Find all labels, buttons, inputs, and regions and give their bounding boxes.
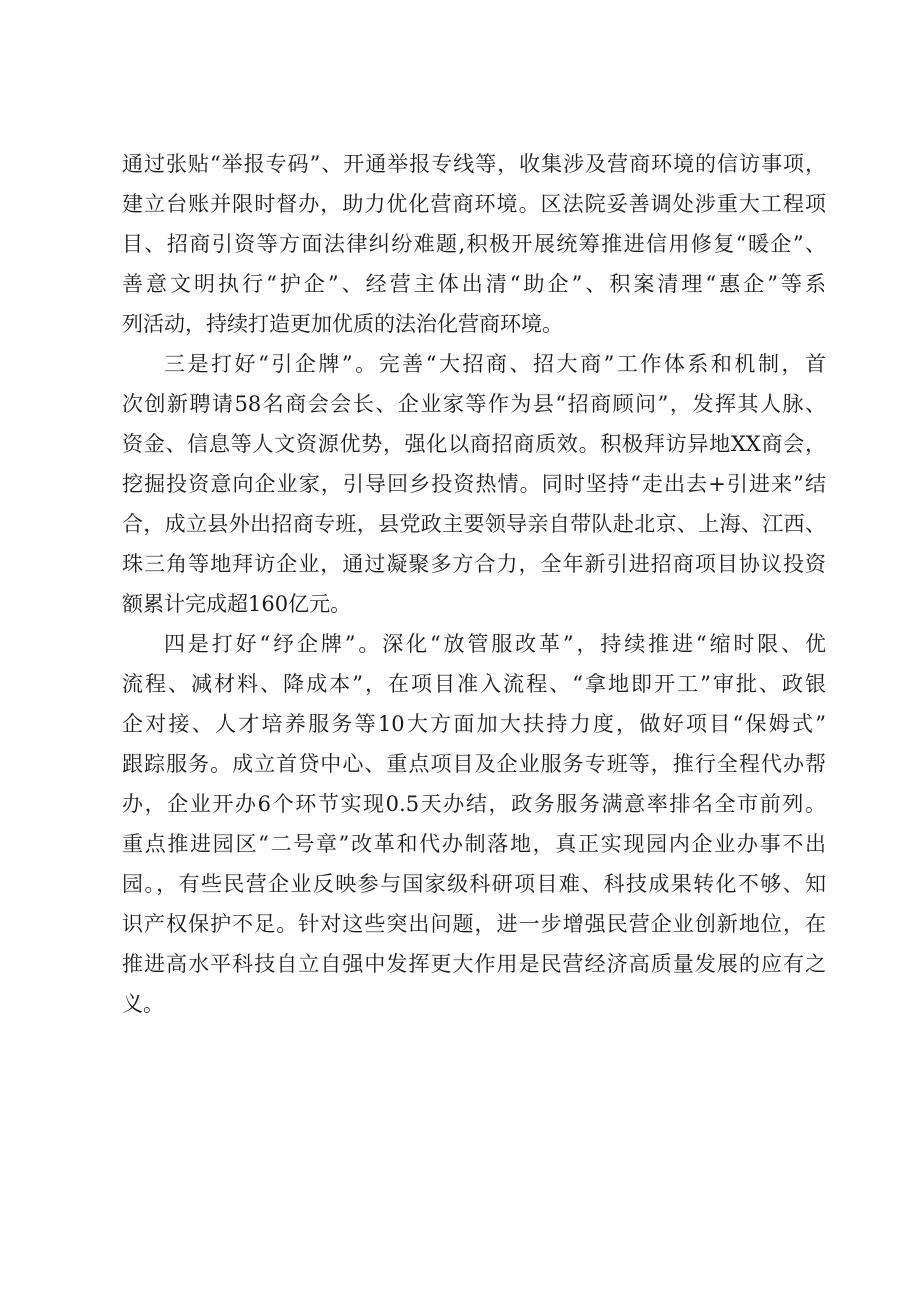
paragraph-1-line-5: 列活动，持续打造更加优质的法治化营商环境。	[122, 312, 563, 336]
paragraph-3-line-4: 跟踪服务。成立首贷中心、重点项目及企业服务专班等，推行全程代办帮	[122, 752, 826, 776]
paragraph-3-line-8: 识产权保护不足。针对这些突出问题，进一步增强民营企业创新地位，在	[122, 912, 826, 936]
paragraph-3-line-3: 企对接、人才培养服务等10大方面加大扶持力度，做好项目“保姆式”	[122, 712, 826, 736]
paragraph-3-line-7: 园。，有些民营企业反映参与国家级科研项目难、科技成果转化不够、知	[122, 872, 826, 896]
paragraph-2-line-3: 资金、信息等人文资源优势，强化以商招商质效。积极拜访异地XX商会，	[122, 432, 826, 456]
paragraph-2-line-7: 额累计完成超160亿元。	[122, 592, 352, 616]
paragraph-3-line-1: 四是打好“纾企牌”。深化“放管服改革”，持续推进“缩时限、优	[164, 632, 826, 656]
paragraph-3-line-2: 流程、减材料、降成本”，在项目准入流程、“拿地即开工”审批、政银	[122, 672, 826, 696]
paragraph-2-line-2: 次创新聘请58名商会会长、企业家等作为县“招商顾问”，发挥其人脉、	[122, 392, 826, 416]
paragraph-2-line-1: 三是打好“引企牌”。完善“大招商、招大商”工作体系和机制，首	[164, 352, 826, 376]
paragraph-1-line-3: 目、招商引资等方面法律纠纷难题,积极开展统筹推进信用修复“暖企”、	[122, 232, 826, 256]
paragraph-3-line-9: 推进高水平科技自立自强中发挥更大作用是民营经济高质量发展的应有之	[122, 952, 826, 976]
paragraph-2-line-6: 珠三角等地拜访企业，通过凝聚多方合力，全年新引进招商项目协议投资	[122, 552, 826, 576]
paragraph-3-line-6: 重点推进园区“二号章”改革和代办制落地，真正实现园内企业办事不出	[122, 832, 826, 856]
paragraph-3-line-10: 义。	[122, 992, 164, 1016]
paragraph-2-line-4: 挖掘投资意向企业家，引导回乡投资热情。同时坚持“走出去+引进来”结	[122, 472, 826, 496]
paragraph-1-line-1: 通过张贴“举报专码”、开通举报专线等，收集涉及营商环境的信访事项，	[122, 152, 826, 176]
paragraph-1-line-2: 建立台账并限时督办，助力优化营商环境。区法院妥善调处涉重大工程项	[122, 192, 826, 216]
document-body	[122, 144, 826, 1024]
paragraph-1-line-4: 善意文明执行“护企”、经营主体出清“助企”、积案清理“惠企”等系	[122, 272, 826, 296]
paragraph-2-line-5: 合，成立县外出招商专班，县党政主要领导亲自带队赴北京、上海、江西、	[122, 512, 826, 536]
paragraph-3-line-5: 办，企业开办6个环节实现0.5天办结，政务服务满意率排名全市前列。	[122, 792, 826, 816]
